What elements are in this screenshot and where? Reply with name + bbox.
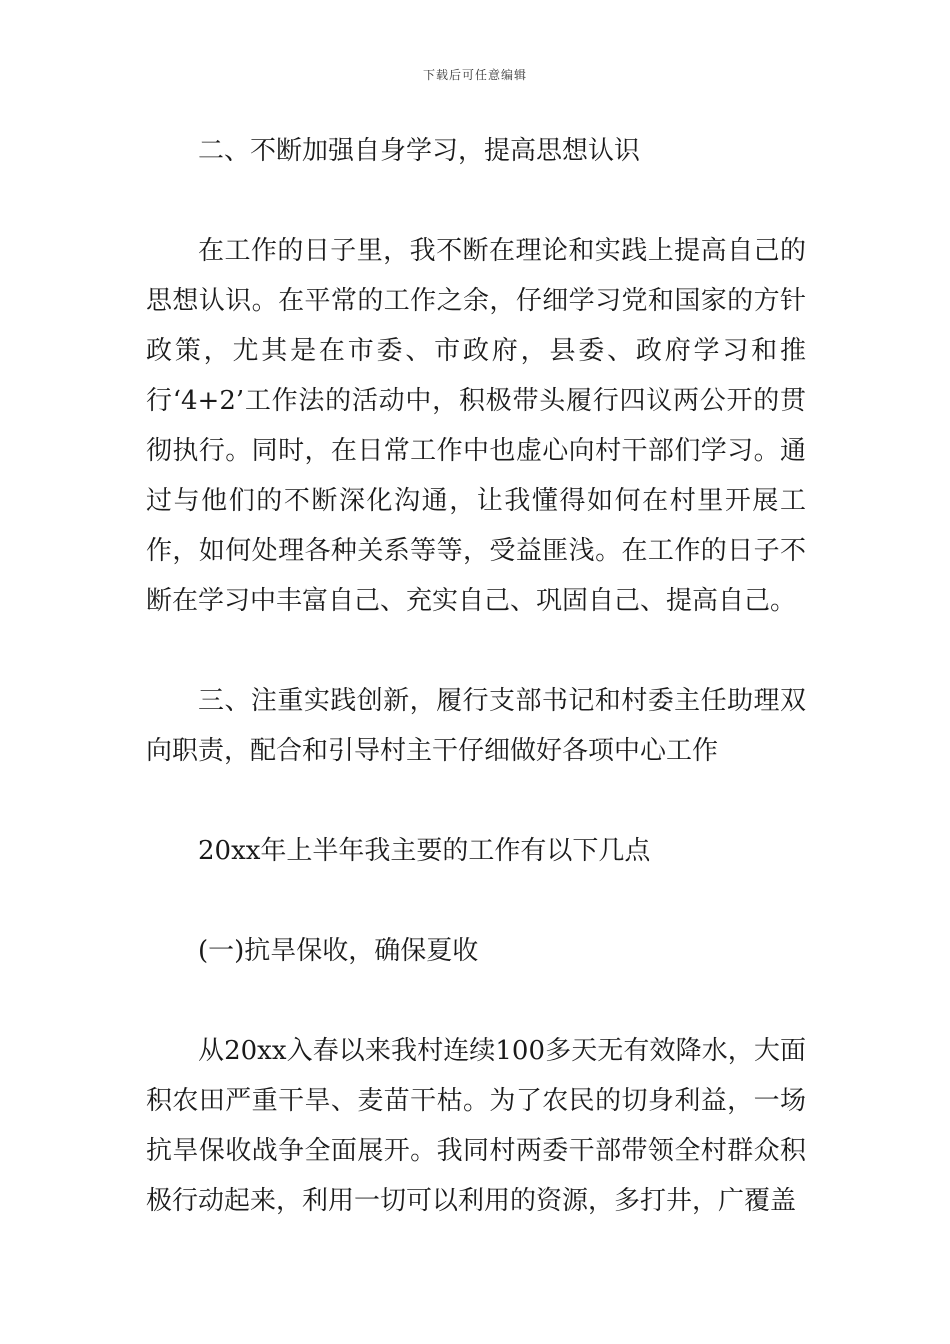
subsection-heading-1: (一)抗旱保收，确保夏收: [198, 936, 479, 966]
section-heading-2: 二、不断加强自身学习，提高思想认识: [198, 136, 641, 166]
work-intro-line: 20xx年上半年我主要的工作有以下几点: [198, 836, 651, 866]
section-heading-3: 三、注重实践创新，履行支部书记和村委主任助理双向职责，配合和引导村主干仔细做好各项中心工作: [146, 686, 806, 766]
document-body: [146, 126, 806, 1226]
body-paragraph-drought: 从20xx入春以来我村连续100多天无有效降水，大面积农田严重干旱、麦苗干枯。为了农民的切身利益，一场抗旱保收战争全面展开。我同村两委干部带领全村群众积极行动起来，利用一切可以利用的资源，多打井，广覆盖: [146, 1036, 806, 1216]
download-note: 下载后可任意编辑: [422, 68, 527, 82]
body-paragraph-study: 在工作的日子里，我不断在理论和实践上提高自己的思想认识。在平常的工作之余，仔细学习党和国家的方针政策，尤其是在市委、市政府，县委、政府学习和推行‘4+2’工作法的活动中，积极带头履行四议两公开的贯彻执行。同时，在日常工作中也虚心向村干部们学习。通过与他们的不断深化沟通，让我懂得如何在村里开展工作，如何处理各种关系等等，受益匪浅。在工作的日子不断在学习中丰富自己、充实自己、巩固自己、提高自己。: [146, 236, 806, 616]
